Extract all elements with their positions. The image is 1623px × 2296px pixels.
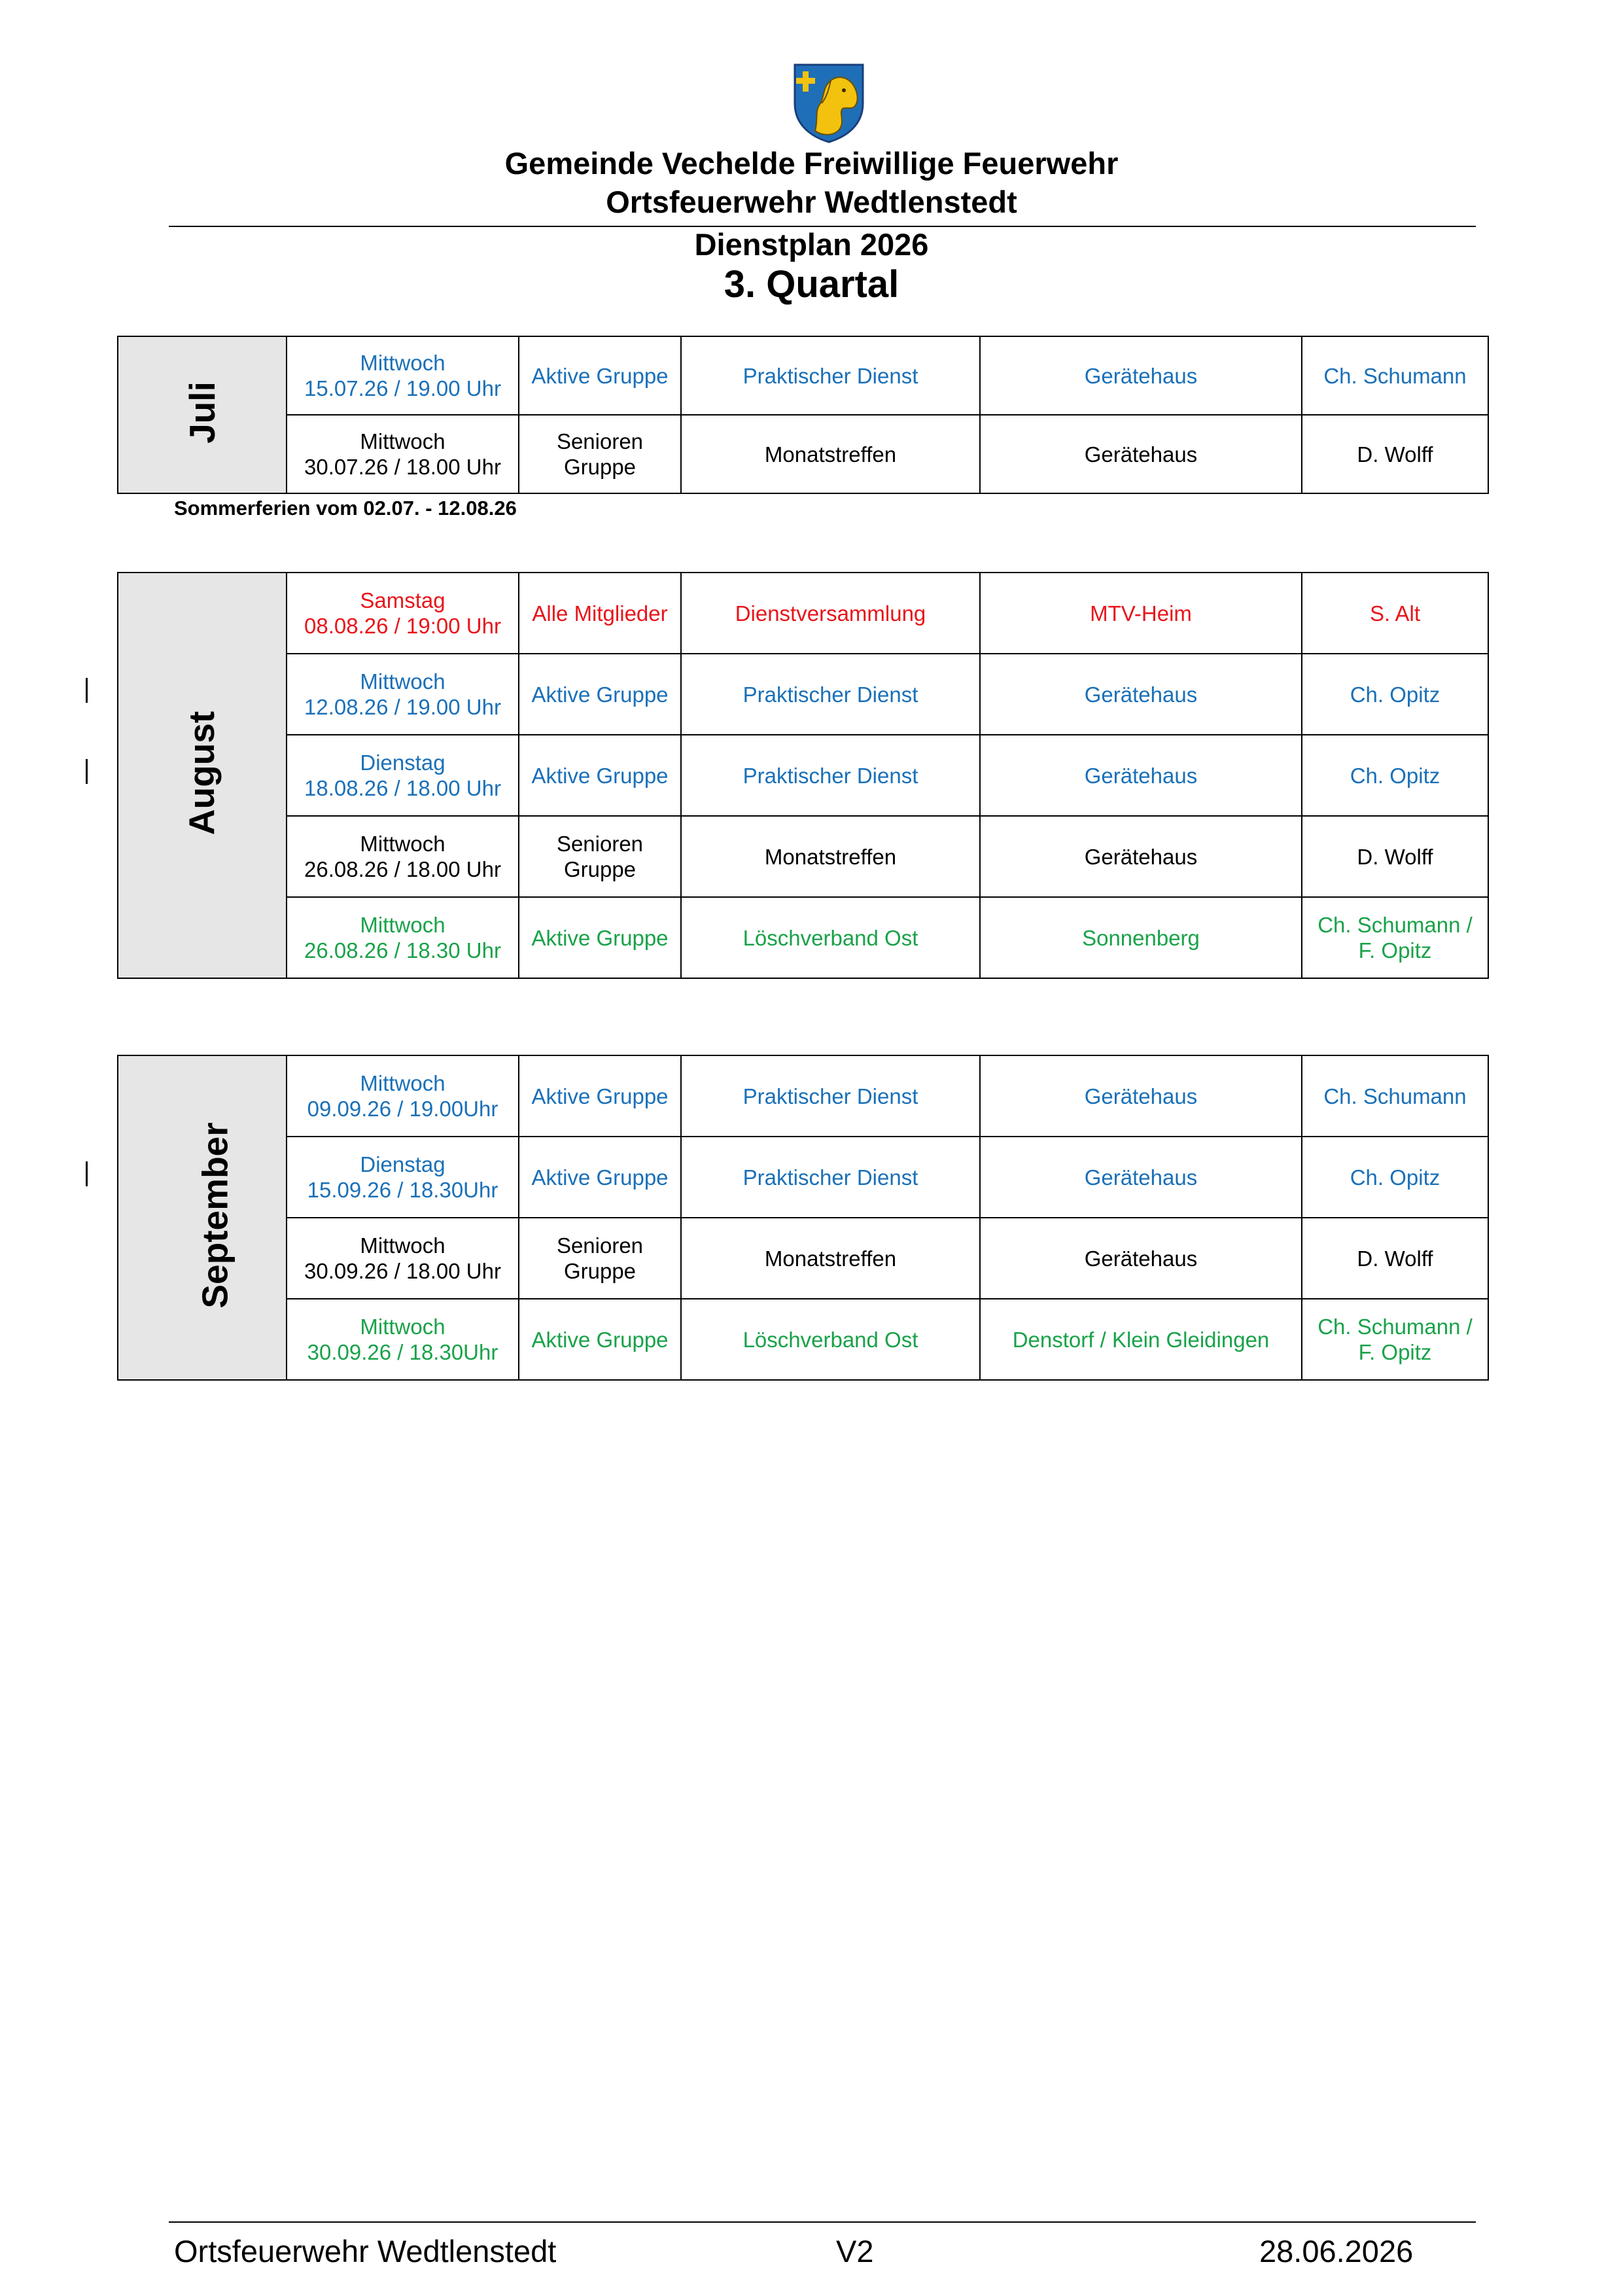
table-row <box>118 1218 1488 1299</box>
location-cell: Gerätehaus <box>980 336 1302 415</box>
weekday: Mittwoch <box>360 832 445 856</box>
weekday: Mittwoch <box>360 1071 445 1095</box>
quarter-title: 3. Quartal <box>724 263 899 306</box>
leader-cell: Ch. Schumann <box>1302 1055 1488 1137</box>
topic-cell: Monatstreffen <box>681 1218 980 1299</box>
group-cell: Aktive Gruppe <box>519 897 681 978</box>
leader-cell: D. Wolff <box>1302 816 1488 897</box>
group-cell: Senioren Gruppe <box>519 816 681 897</box>
month-label: September <box>194 1122 236 1309</box>
org-title: Gemeinde Vechelde Freiwillige Feuerwehr <box>504 146 1119 181</box>
group-cell: Aktive Gruppe <box>519 336 681 415</box>
summer-holiday-note: Sommerferien vom 02.07. - 12.08.26 <box>174 497 517 520</box>
group-cell: Aktive Gruppe <box>519 654 681 735</box>
location-cell: Sonnenberg <box>980 897 1302 978</box>
date-cell <box>287 897 519 978</box>
leader-cell: D. Wolff <box>1302 1218 1488 1299</box>
location-cell: Gerätehaus <box>980 415 1302 493</box>
table-row <box>118 1299 1488 1380</box>
date-cell <box>287 1299 519 1380</box>
table-row <box>118 336 1488 415</box>
month-cell-august <box>118 573 287 978</box>
group-cell: Aktive Gruppe <box>519 1137 681 1218</box>
leader-cell: Ch. Schumann <box>1302 336 1488 415</box>
leader-cell: S. Alt <box>1302 573 1488 654</box>
location-cell: Gerätehaus <box>980 1218 1302 1299</box>
date-time: 12.08.26 / 19.00 Uhr <box>304 695 501 719</box>
month-label: August <box>181 711 222 836</box>
group-cell: Senioren Gruppe <box>519 415 681 493</box>
schedule-table-september <box>117 1055 1489 1381</box>
topic-cell: Praktischer Dienst <box>681 1137 980 1218</box>
group-cell: Alle Mitglieder <box>519 573 681 654</box>
weekday: Mittwoch <box>360 913 445 937</box>
table-row <box>118 816 1488 897</box>
date-cell <box>287 573 519 654</box>
topic-cell: Praktischer Dienst <box>681 336 980 415</box>
change-bar <box>86 1161 88 1186</box>
date-cell <box>287 816 519 897</box>
schedule-table-august <box>117 572 1489 979</box>
table-row <box>118 1137 1488 1218</box>
group-cell: Aktive Gruppe <box>519 1299 681 1380</box>
change-bar <box>86 678 88 703</box>
date-cell <box>287 336 519 415</box>
table-row <box>118 573 1488 654</box>
date-time: 30.07.26 / 18.00 Uhr <box>304 455 501 479</box>
location-cell: Gerätehaus <box>980 1055 1302 1137</box>
group-cell: Senioren Gruppe <box>519 1218 681 1299</box>
location-cell: MTV-Heim <box>980 573 1302 654</box>
date-time: 15.07.26 / 19.00 Uhr <box>304 376 501 400</box>
date-cell <box>287 1055 519 1137</box>
footer-divider <box>169 2221 1476 2223</box>
month-cell-july <box>118 336 287 493</box>
leader-cell: Ch. Opitz <box>1302 1137 1488 1218</box>
location-cell: Gerätehaus <box>980 654 1302 735</box>
weekday: Dienstag <box>360 1152 445 1176</box>
date-cell <box>287 654 519 735</box>
topic-cell: Löschverband Ost <box>681 897 980 978</box>
topic-cell: Praktischer Dienst <box>681 1055 980 1137</box>
date-cell <box>287 415 519 493</box>
footer-version: V2 <box>836 2234 874 2269</box>
location-cell: Gerätehaus <box>980 816 1302 897</box>
date-time: 18.08.26 / 18.00 Uhr <box>304 776 501 800</box>
footer-date: 28.06.2026 <box>1259 2234 1414 2269</box>
weekday: Mittwoch <box>360 429 445 453</box>
date-time: 08.08.26 / 19:00 Uhr <box>304 614 501 638</box>
date-cell <box>287 1218 519 1299</box>
date-time: 30.09.26 / 18.30Uhr <box>307 1340 498 1364</box>
unit-title: Ortsfeuerwehr Wedtlenstedt <box>606 185 1017 219</box>
location-cell: Gerätehaus <box>980 735 1302 816</box>
leader-cell: Ch. Opitz <box>1302 735 1488 816</box>
weekday: Dienstag <box>360 751 445 775</box>
topic-cell: Monatstreffen <box>681 816 980 897</box>
leader-cell: Ch. Schumann / F. Opitz <box>1302 1299 1488 1380</box>
date-cell <box>287 735 519 816</box>
weekday: Mittwoch <box>360 669 445 694</box>
weekday: Samstag <box>360 588 445 612</box>
table-row <box>118 897 1488 978</box>
group-cell: Aktive Gruppe <box>519 735 681 816</box>
table-row <box>118 654 1488 735</box>
date-time: 30.09.26 / 18.00 Uhr <box>304 1259 501 1283</box>
topic-cell: Dienstversammlung <box>681 573 980 654</box>
footer-unit: Ortsfeuerwehr Wedtlenstedt <box>174 2234 557 2269</box>
date-time: 09.09.26 / 19.00Uhr <box>307 1097 498 1121</box>
date-time: 26.08.26 / 18.30 Uhr <box>304 938 501 963</box>
municipal-coat-of-arms-icon <box>793 63 865 144</box>
topic-cell: Monatstreffen <box>681 415 980 493</box>
topic-cell: Praktischer Dienst <box>681 735 980 816</box>
date-time: 26.08.26 / 18.00 Uhr <box>304 857 501 881</box>
date-time: 15.09.26 / 18.30Uhr <box>307 1178 498 1202</box>
table-row <box>118 415 1488 493</box>
schedule-table-july <box>117 336 1489 494</box>
location-cell: Denstorf / Klein Gleidingen <box>980 1299 1302 1380</box>
weekday: Mittwoch <box>360 1315 445 1339</box>
month-label: Juli <box>181 381 222 444</box>
leader-cell: Ch. Opitz <box>1302 654 1488 735</box>
weekday: Mittwoch <box>360 351 445 375</box>
plan-title: Dienstplan 2026 <box>694 227 929 262</box>
location-cell: Gerätehaus <box>980 1137 1302 1218</box>
topic-cell: Praktischer Dienst <box>681 654 980 735</box>
leader-cell: D. Wolff <box>1302 415 1488 493</box>
weekday: Mittwoch <box>360 1233 445 1258</box>
date-cell <box>287 1137 519 1218</box>
group-cell: Aktive Gruppe <box>519 1055 681 1137</box>
leader-cell: Ch. Schumann / F. Opitz <box>1302 897 1488 978</box>
change-bar <box>86 759 88 784</box>
table-row <box>118 1055 1488 1137</box>
topic-cell: Löschverband Ost <box>681 1299 980 1380</box>
table-row <box>118 735 1488 816</box>
month-cell-september <box>118 1055 287 1380</box>
